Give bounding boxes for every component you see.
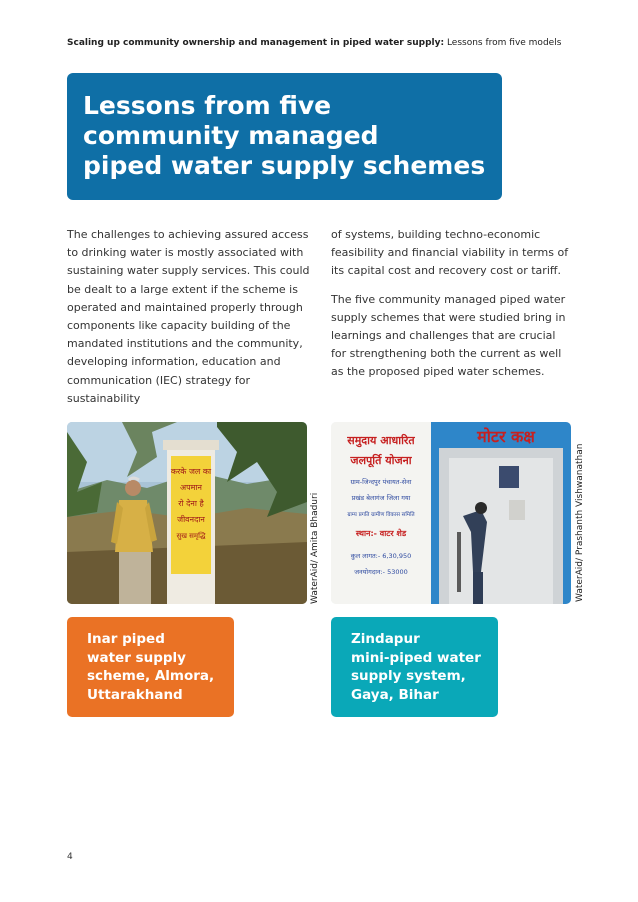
photo-zindapur-scheme — [331, 422, 571, 604]
body-paragraph: The challenges to achieving assured access to drinking water is mostly associated with sustaining water supply services. This could be dealt to a large extent if the scheme is operated and maintained properly through components like capacity building of the mandated institutions and the community, developing information, education and communication (IEC) strategy for sustainability — [67, 228, 310, 405]
caption-zindapur — [331, 617, 498, 717]
caption-inar — [67, 617, 234, 717]
body-paragraph: The five community managed piped water supply schemes that were studied bring in learnings and challenges that are crucial for strengthening both the current as well as the proposed piped water schemes. — [331, 292, 566, 379]
sign-text: रो देना है — [178, 499, 204, 508]
photo-zindapur-illustration — [331, 422, 571, 604]
caption-line: Inar piped — [87, 631, 165, 647]
wall-text: ग्राम्य प्रगति ग्रामीण विकास समिति — [347, 512, 415, 518]
photo-inar-scheme — [67, 422, 307, 604]
page-title — [83, 91, 486, 181]
photo-credit-left: WaterAid/ Amita Bhaduri — [310, 492, 320, 604]
caption-line: Zindapur — [351, 631, 420, 647]
title-line-3: piped water supply schemes — [83, 151, 486, 180]
body-column-right — [331, 226, 569, 392]
caption-line: Uttarakhand — [87, 686, 183, 703]
caption-line: mini-piped water — [351, 649, 481, 666]
running-header — [67, 38, 561, 48]
caption-line: scheme, Almora, — [87, 668, 215, 684]
wall-text: स्थान:- वाटर शेड — [355, 529, 407, 538]
wall-text: समुदाय आधारित — [347, 434, 415, 447]
caption-line: supply system, — [351, 668, 466, 684]
wall-text: प्रखंड बेलागंज जिला गया — [351, 494, 411, 502]
sign-text: सुख समृद्धि — [176, 532, 206, 540]
wall-text: कुल लागत:- 6,30,950 — [350, 552, 412, 560]
sign-text: करके जल का — [170, 467, 212, 476]
running-header-bold: Scaling up community ownership and management in piped water supply: — [67, 38, 445, 48]
body-column-left — [67, 226, 315, 418]
page-number: 4 — [67, 852, 73, 862]
wall-text: जलपूर्ति योजना — [350, 454, 412, 467]
title-line-2: community managed — [83, 121, 379, 150]
caption-line: water supply — [87, 649, 186, 666]
motor-room-sign: मोटर कक्ष — [477, 427, 535, 446]
photo-inar-illustration — [67, 422, 307, 604]
sign-text: अपमान — [180, 483, 202, 492]
title-line-1: Lessons from five — [83, 91, 332, 120]
running-header-normal: Lessons from five models — [444, 38, 562, 48]
title-box — [67, 73, 502, 200]
body-paragraph: of systems, building techno-economic feasibility and financial viability in terms of its capital cost and recovery cost or tariff. — [331, 228, 569, 278]
photo-credit-right: WaterAid/ Prashanth Vishwanathan — [575, 443, 585, 602]
wall-text: जनयोगदान:- 53000 — [354, 568, 408, 576]
wall-text: ग्राम-जिन्दपुर पंचायत-सेना — [350, 478, 412, 486]
caption-line: Gaya, Bihar — [351, 686, 439, 703]
sign-text: जीवनदान — [177, 515, 205, 524]
